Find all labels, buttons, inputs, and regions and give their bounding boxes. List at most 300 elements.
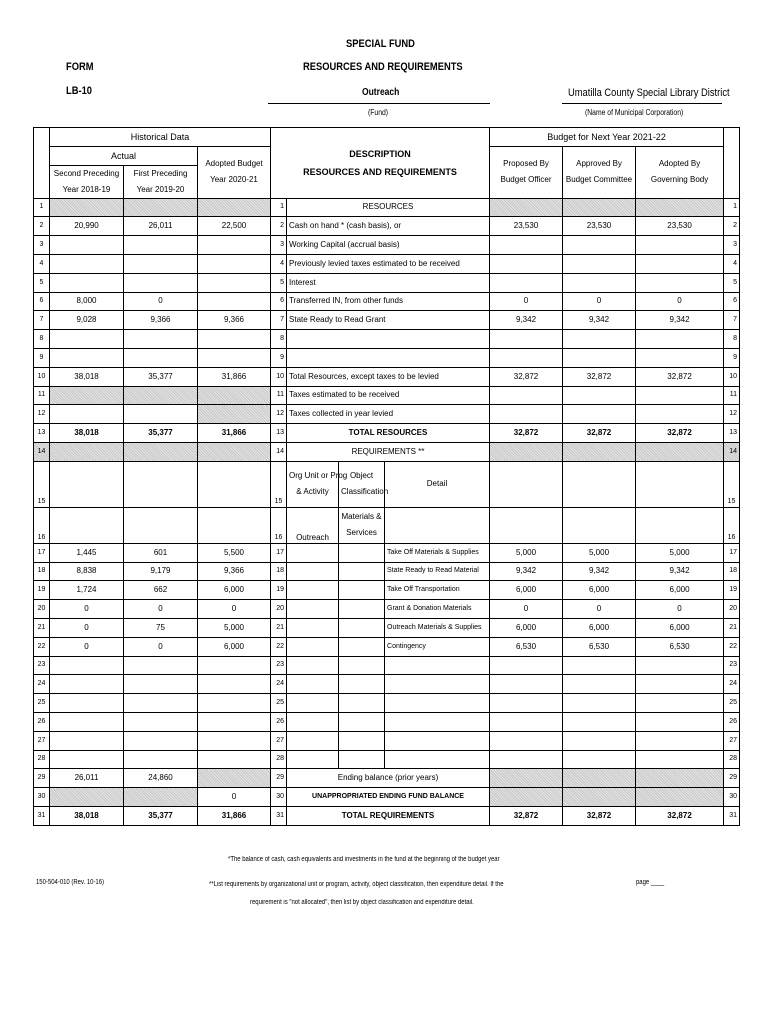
line-number: 20	[34, 600, 50, 619]
adopted-value	[636, 712, 724, 731]
object-cell	[339, 581, 385, 600]
line-number: 2	[271, 217, 287, 236]
second-preceding-value	[50, 254, 124, 273]
adopted-prior-total: 31,866	[198, 424, 271, 443]
table-row	[34, 788, 740, 807]
description: Ending balance (prior years)	[287, 769, 490, 788]
line-number: 22	[34, 637, 50, 656]
table-row	[34, 543, 740, 562]
table-row	[34, 618, 740, 637]
line-number: 10	[724, 367, 740, 386]
adopted-value: 0	[636, 292, 724, 311]
org-unit-cell	[287, 562, 339, 581]
org-unit-cell	[287, 637, 339, 656]
line-number: 10	[271, 367, 287, 386]
proposed-value: 32,872	[490, 367, 563, 386]
line-number: 23	[34, 656, 50, 675]
line-number: 12	[724, 405, 740, 424]
proposed-value	[490, 694, 563, 713]
detail-value: State Ready to Read Material	[385, 562, 490, 581]
proposed-value	[490, 348, 563, 367]
line-number: 28	[724, 750, 740, 769]
line-number: 20	[271, 600, 287, 619]
proposed-value	[490, 731, 563, 750]
description: Working Capital (accrual basis)	[287, 236, 490, 255]
resources-requirements-header: RESOURCES AND REQUIREMENTS	[303, 166, 457, 177]
line-number: 27	[271, 731, 287, 750]
approved-value	[563, 712, 636, 731]
second-preceding-value: 26,011	[50, 769, 124, 788]
adopted-value: 5,000	[636, 543, 724, 562]
adopted-prior-value	[198, 405, 271, 424]
line-number: 16	[34, 507, 50, 543]
second-preceding-value: 0	[50, 618, 124, 637]
first-preceding-value	[124, 712, 198, 731]
adopted-value	[636, 769, 724, 788]
line-number: 1	[724, 198, 740, 217]
adopted-value: 0	[636, 600, 724, 619]
line-number: 28	[271, 750, 287, 769]
description: Interest	[287, 273, 490, 292]
first-preceding-value	[124, 330, 198, 349]
line-number: 7	[34, 311, 50, 330]
table-row	[34, 292, 740, 311]
table-row	[34, 675, 740, 694]
org-unit-cell	[287, 750, 339, 769]
first-preceding-value	[124, 405, 198, 424]
second-preceding-value	[50, 348, 124, 367]
first-preceding-value	[124, 386, 198, 405]
adopted-value	[636, 273, 724, 292]
adopted-prior-label2: Year 2020-21	[210, 175, 258, 185]
line-number: 3	[34, 236, 50, 255]
table-row	[34, 600, 740, 619]
line-number: 4	[271, 254, 287, 273]
description: Total Resources, except taxes to be levied	[287, 367, 490, 386]
materials-label1: Materials &	[341, 512, 382, 522]
object-cell	[339, 600, 385, 619]
shaded-cell	[563, 442, 636, 461]
description: Transferred IN, from other funds	[287, 292, 490, 311]
proposed-value: 6,000	[490, 618, 563, 637]
approved-value: 6,530	[563, 637, 636, 656]
second-preceding-value	[50, 750, 124, 769]
adopted-value: 9,342	[636, 562, 724, 581]
table-row	[34, 273, 740, 292]
proposed-label2: Budget Officer	[500, 175, 552, 185]
approved-value	[563, 348, 636, 367]
line-number: 6	[724, 292, 740, 311]
second-preceding-label2: Year 2018-19	[62, 184, 111, 194]
shaded-cell	[636, 442, 724, 461]
line-number: 24	[724, 675, 740, 694]
object-cell	[339, 656, 385, 675]
adopted-prior-value	[198, 273, 271, 292]
detail-value	[385, 750, 490, 769]
second-preceding-value	[50, 330, 124, 349]
fund-caption: (Fund)	[368, 108, 389, 117]
approved-value	[563, 386, 636, 405]
proposed-value: 23,530	[490, 217, 563, 236]
proposed-value	[490, 788, 563, 807]
line-number: 9	[724, 348, 740, 367]
detail-value	[385, 694, 490, 713]
approved-value: 5,000	[563, 543, 636, 562]
line-number: 15	[271, 461, 287, 507]
org-unit-cell	[287, 731, 339, 750]
line-number: 30	[271, 788, 287, 807]
org-unit-cell	[287, 694, 339, 713]
adopted-prior-value	[198, 712, 271, 731]
proposed-value: 5,000	[490, 543, 563, 562]
approved-value: 6,000	[563, 618, 636, 637]
proposed-value: 0	[490, 600, 563, 619]
total-resources-label: TOTAL RESOURCES	[287, 424, 490, 443]
line-number: 14	[724, 442, 740, 461]
first-preceding-value	[124, 236, 198, 255]
title-line2: RESOURCES AND REQUIREMENTS	[303, 61, 463, 73]
footnote-requirements-2: requirement is "not allocated", then list by object classification and expenditure detail.	[250, 899, 474, 906]
first-preceding-value	[124, 348, 198, 367]
fund-name: Outreach	[362, 87, 400, 98]
object-cell	[339, 731, 385, 750]
first-preceding-label1: First Preceding	[133, 168, 188, 178]
adopted-prior-value	[198, 292, 271, 311]
adopted-value	[636, 236, 724, 255]
first-preceding-value: 35,377	[124, 367, 198, 386]
first-preceding-value	[124, 273, 198, 292]
line-number: 17	[271, 543, 287, 562]
adopted-prior-value: 0	[198, 600, 271, 619]
first-preceding-value	[124, 675, 198, 694]
line-number: 4	[724, 254, 740, 273]
table-row	[34, 562, 740, 581]
approved-value	[563, 656, 636, 675]
first-preceding-value: 24,860	[124, 769, 198, 788]
second-preceding-value	[50, 236, 124, 255]
approved-value	[563, 198, 636, 217]
first-preceding-value	[124, 731, 198, 750]
second-preceding-value	[50, 712, 124, 731]
line-number: 17	[724, 543, 740, 562]
adopted-value: 6,000	[636, 581, 724, 600]
proposed-value	[490, 386, 563, 405]
line-number: 23	[271, 656, 287, 675]
second-preceding-value	[50, 273, 124, 292]
line-number: 19	[34, 581, 50, 600]
first-preceding-value	[124, 694, 198, 713]
line-number: 12	[34, 405, 50, 424]
proposed-value	[490, 198, 563, 217]
approved-value	[563, 788, 636, 807]
adopted-value	[636, 731, 724, 750]
line-number: 22	[724, 637, 740, 656]
line-number: 31	[724, 806, 740, 825]
adopted-value	[636, 386, 724, 405]
detail-value: Take Off Transportation	[385, 581, 490, 600]
description: Taxes estimated to be received	[287, 386, 490, 405]
footnote-cash: *The balance of cash, cash equivalents and investments in the fund at the beginning of the budget year	[228, 856, 500, 863]
line-number: 5	[271, 273, 287, 292]
materials-label2: Services	[346, 528, 377, 538]
line-number: 17	[34, 543, 50, 562]
adopted-prior-value: 9,366	[198, 311, 271, 330]
table-row	[34, 769, 740, 788]
adopted-prior-value	[198, 694, 271, 713]
adopted-value	[636, 750, 724, 769]
description: Previously levied taxes estimated to be received	[287, 254, 490, 273]
shaded-cell	[198, 442, 271, 461]
line-number: 25	[34, 694, 50, 713]
object-cell	[339, 694, 385, 713]
adopted-value: 32,872	[636, 367, 724, 386]
detail-value	[385, 656, 490, 675]
adopted-prior-value: 5,000	[198, 618, 271, 637]
requirements-header-row	[34, 442, 740, 461]
approved-label1: Approved By	[576, 159, 622, 169]
object-label1: Object	[349, 471, 374, 481]
form-id: 150-504-010 (Rev. 10-16)	[36, 879, 105, 886]
adopted-value	[636, 694, 724, 713]
org-unit-cell	[287, 581, 339, 600]
municipality-underline	[562, 103, 722, 104]
second-preceding-value: 8,838	[50, 562, 124, 581]
object-cell	[339, 750, 385, 769]
approved-value: 23,530	[563, 217, 636, 236]
first-preceding-value: 601	[124, 543, 198, 562]
adopted-value: 32,872	[636, 806, 724, 825]
line-number: 10	[34, 367, 50, 386]
approved-value: 9,342	[563, 311, 636, 330]
line-number: 29	[34, 769, 50, 788]
line-number: 4	[34, 254, 50, 273]
adopted-value	[636, 675, 724, 694]
line-number: 8	[724, 330, 740, 349]
adopted-label1: Adopted By	[658, 159, 701, 169]
second-preceding-value: 1,724	[50, 581, 124, 600]
second-preceding-value: 0	[50, 600, 124, 619]
org-unit-label1: Org Unit or Prog	[289, 471, 348, 481]
approved-value	[563, 236, 636, 255]
form-number: LB-10	[66, 85, 92, 97]
detail-value	[385, 731, 490, 750]
second-preceding-value: 9,028	[50, 311, 124, 330]
first-preceding-value: 0	[124, 600, 198, 619]
proposed-total: 32,872	[490, 424, 563, 443]
adopted-value: 23,530	[636, 217, 724, 236]
adopted-prior-value: 6,000	[198, 637, 271, 656]
approved-value: 0	[563, 600, 636, 619]
adopted-prior-value	[198, 675, 271, 694]
line-number: 8	[271, 330, 287, 349]
proposed-label1: Proposed By	[503, 159, 549, 169]
adopted-prior-value	[198, 656, 271, 675]
title-line1: SPECIAL FUND	[346, 38, 415, 50]
description: TOTAL REQUIREMENTS	[287, 806, 490, 825]
line-number: 6	[34, 292, 50, 311]
line-number: 2	[724, 217, 740, 236]
line-number: 3	[271, 236, 287, 255]
table-row	[34, 198, 740, 217]
proposed-value	[490, 236, 563, 255]
org-unit-cell	[287, 618, 339, 637]
line-number: 13	[34, 424, 50, 443]
adopted-value	[636, 788, 724, 807]
adopted-value: 6,000	[636, 618, 724, 637]
object-label2: Classification	[341, 487, 389, 497]
adopted-prior-value: 6,000	[198, 581, 271, 600]
line-number: 18	[724, 562, 740, 581]
line-number: 16	[271, 507, 287, 543]
line-number: 31	[34, 806, 50, 825]
approved-value	[563, 675, 636, 694]
first-preceding-value: 9,366	[124, 311, 198, 330]
approved-value	[563, 731, 636, 750]
line-number: 21	[271, 618, 287, 637]
detail-value: Outreach Materials & Supplies	[385, 618, 490, 637]
line-number: 23	[724, 656, 740, 675]
line-number: 25	[271, 694, 287, 713]
first-preceding-value	[124, 656, 198, 675]
adopted-prior-value	[198, 236, 271, 255]
approved-value: 0	[563, 292, 636, 311]
first-preceding-label2: Year 2019-20	[136, 184, 185, 194]
table-row	[34, 254, 740, 273]
adopted-prior-value	[198, 769, 271, 788]
line-number: 1	[271, 198, 287, 217]
detail-value: Contingency	[385, 637, 490, 656]
line-number: 21	[724, 618, 740, 637]
adopted-prior-value	[198, 254, 271, 273]
proposed-value	[490, 254, 563, 273]
second-preceding-value: 1,445	[50, 543, 124, 562]
adopted-prior-label1: Adopted Budget	[205, 159, 263, 169]
description	[287, 330, 490, 349]
adopted-prior-value: 9,366	[198, 562, 271, 581]
shaded-cell	[124, 442, 198, 461]
adopted-value	[636, 348, 724, 367]
approved-total: 32,872	[563, 424, 636, 443]
line-number: 26	[724, 712, 740, 731]
approved-value: 32,872	[563, 367, 636, 386]
line-number: 18	[271, 562, 287, 581]
adopted-prior-value: 5,500	[198, 543, 271, 562]
second-preceding-value: 8,000	[50, 292, 124, 311]
object-cell	[339, 675, 385, 694]
municipality-caption: (Name of Municipal Corporation)	[585, 108, 684, 117]
shaded-cell	[490, 442, 563, 461]
proposed-value	[490, 273, 563, 292]
municipality-name: Umatilla County Special Library District	[568, 87, 730, 99]
line-number: 19	[271, 581, 287, 600]
approved-value	[563, 330, 636, 349]
second-preceding-value: 20,990	[50, 217, 124, 236]
approved-value	[563, 769, 636, 788]
org-unit-cell	[287, 675, 339, 694]
line-number: 26	[271, 712, 287, 731]
adopted-prior-value	[198, 750, 271, 769]
first-preceding-value: 0	[124, 292, 198, 311]
line-number: 24	[34, 675, 50, 694]
line-number: 22	[271, 637, 287, 656]
proposed-value: 9,342	[490, 311, 563, 330]
table-row	[34, 637, 740, 656]
line-number: 11	[271, 386, 287, 405]
adopted-prior-value: 0	[198, 788, 271, 807]
description: State Ready to Read Grant	[287, 311, 490, 330]
proposed-value: 32,872	[490, 806, 563, 825]
line-number: 7	[271, 311, 287, 330]
second-preceding-total: 38,018	[50, 424, 124, 443]
approved-value: 9,342	[563, 562, 636, 581]
detail-value	[385, 675, 490, 694]
adopted-value	[636, 405, 724, 424]
adopted-value	[636, 254, 724, 273]
description: Cash on hand * (cash basis), or	[287, 217, 490, 236]
description: UNAPPROPRIATED ENDING FUND BALANCE	[287, 788, 490, 807]
approved-value: 6,000	[563, 581, 636, 600]
adopted-prior-value	[198, 330, 271, 349]
table-row	[34, 405, 740, 424]
line-number: 9	[271, 348, 287, 367]
description-header: DESCRIPTION	[349, 148, 411, 159]
table-row	[34, 581, 740, 600]
adopted-total: 32,872	[636, 424, 724, 443]
line-number: 15	[724, 461, 740, 507]
line-number: 2	[34, 217, 50, 236]
table-row	[34, 236, 740, 255]
description: Taxes collected in year levied	[287, 405, 490, 424]
second-preceding-value	[50, 656, 124, 675]
proposed-value	[490, 405, 563, 424]
second-preceding-value	[50, 198, 124, 217]
adopted-prior-value	[198, 198, 271, 217]
first-preceding-value	[124, 750, 198, 769]
object-cell	[339, 543, 385, 562]
proposed-value	[490, 712, 563, 731]
adopted-value: 6,530	[636, 637, 724, 656]
line-number: 13	[724, 424, 740, 443]
approved-label2: Budget Committee	[565, 175, 633, 185]
requirements-label: REQUIREMENTS **	[287, 442, 490, 461]
second-preceding-value: 38,018	[50, 367, 124, 386]
table-row	[34, 386, 740, 405]
line-number: 27	[34, 731, 50, 750]
adopted-value	[636, 198, 724, 217]
adopted-value	[636, 330, 724, 349]
org-unit-cell	[287, 712, 339, 731]
org-unit-cell	[287, 656, 339, 675]
line-number: 31	[271, 806, 287, 825]
line-number: 15	[34, 461, 50, 507]
object-cell	[339, 618, 385, 637]
line-number: 12	[271, 405, 287, 424]
line-number: 27	[724, 731, 740, 750]
description	[287, 348, 490, 367]
table-row	[34, 367, 740, 386]
approved-value	[563, 405, 636, 424]
org-unit-cell	[287, 600, 339, 619]
approved-value	[563, 694, 636, 713]
table-row	[34, 311, 740, 330]
first-preceding-value: 35,377	[124, 806, 198, 825]
table-row	[34, 217, 740, 236]
table-row	[34, 750, 740, 769]
line-number: 16	[724, 507, 740, 543]
proposed-value: 0	[490, 292, 563, 311]
line-number: 11	[724, 386, 740, 405]
footnote-requirements-1: **List requirements by organizational unit or program, activity, object classification, then expenditure detail. If the	[209, 881, 504, 888]
